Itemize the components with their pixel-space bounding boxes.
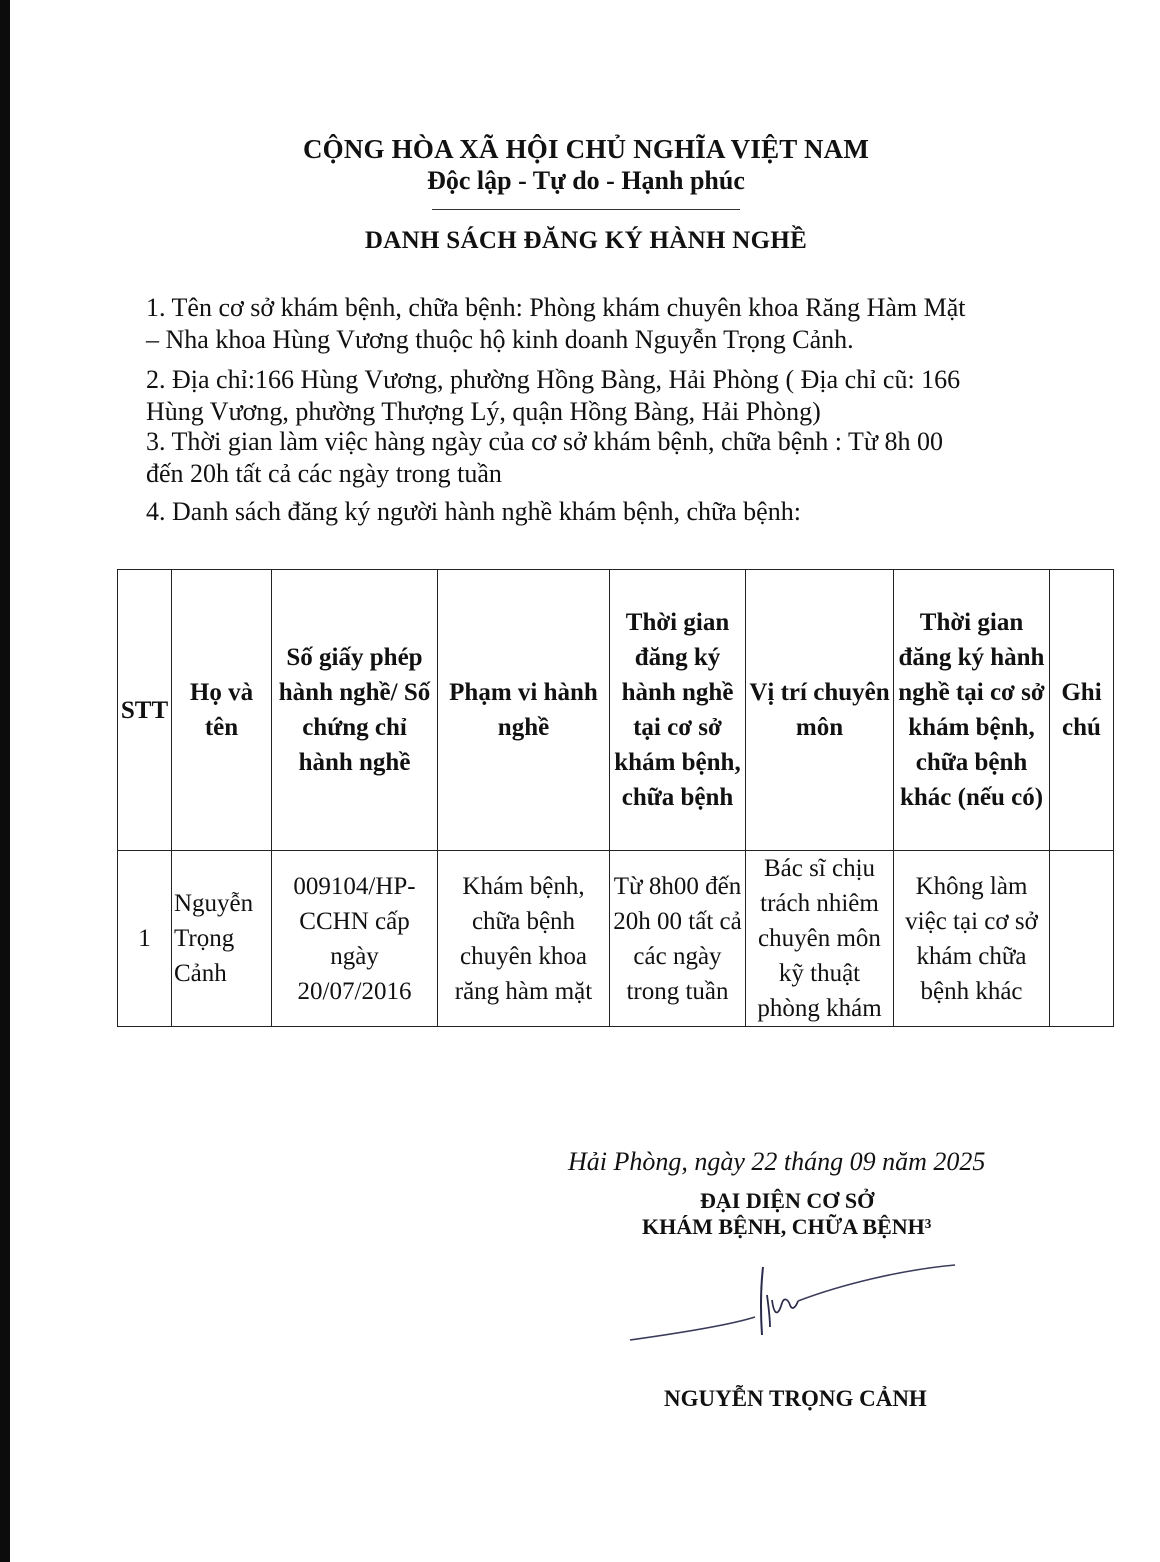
header-divider xyxy=(432,209,740,210)
item-line: 2. Địa chỉ:166 Hùng Vương, phường Hồng Bàng, Hải Phòng ( Địa chỉ cũ: 166 xyxy=(146,365,961,394)
signature-mark xyxy=(620,1255,960,1345)
cell-stt: 1 xyxy=(118,851,172,1027)
col-name: Họ và tên xyxy=(172,570,272,851)
cell-other-time: Không làm việc tại cơ sở khám chữa bệnh khác xyxy=(894,851,1050,1027)
item-line: – Nha khoa Hùng Vương thuộc hộ kinh doanh Nguyễn Trọng Cảnh. xyxy=(146,325,854,354)
item-address xyxy=(146,364,1046,428)
col-other-time: Thời gian đăng ký hành nghề tại cơ sở khám bệnh, chữa bệnh khác (nếu có) xyxy=(894,570,1050,851)
cell-name: Nguyễn Trọng Cảnh xyxy=(172,851,272,1027)
cell-position: Bác sĩ chịu trách nhiêm chuyên môn kỹ thuật phòng khám xyxy=(746,851,894,1027)
representative-title-1: ĐẠI DIỆN CƠ SỞ xyxy=(700,1188,875,1213)
item-line: 1. Tên cơ sở khám bệnh, chữa bệnh: Phòng khám chuyên khoa Răng Hàm Mặt xyxy=(146,293,966,322)
item-working-hours xyxy=(146,426,1046,490)
item-practitioner-list xyxy=(146,496,1046,528)
cell-scope: Khám bệnh, chữa bệnh chuyên khoa răng hàm mặt xyxy=(438,851,610,1027)
item-line: Hùng Vương, phường Thượng Lý, quận Hồng Bàng, Hải Phòng) xyxy=(146,397,821,426)
col-scope: Phạm vi hành nghề xyxy=(438,570,610,851)
national-title: CỘNG HÒA XÃ HỘI CHỦ NGHĨA VIỆT NAM xyxy=(302,134,870,164)
col-time: Thời gian đăng ký hành nghề tại cơ sở khám bệnh, chữa bệnh xyxy=(610,570,746,851)
table-row xyxy=(118,851,1114,1027)
item-line: 3. Thời gian làm việc hàng ngày của cơ sở khám bệnh, chữa bệnh : Từ 8h 00 xyxy=(146,427,943,456)
col-note: Ghi chú xyxy=(1050,570,1114,851)
signer-name: NGUYỄN TRỌNG CẢNH xyxy=(664,1386,927,1411)
document-title: DANH SÁCH ĐĂNG KÝ HÀNH NGHỀ xyxy=(364,227,808,254)
item-line: đến 20h tất cả các ngày trong tuần xyxy=(146,459,502,488)
item-line: 4. Danh sách đăng ký người hành nghề khám bệnh, chữa bệnh: xyxy=(146,497,801,526)
representative-title-2: KHÁM BỆNH, CHỮA BỆNH³ xyxy=(642,1214,932,1239)
cell-note xyxy=(1050,851,1114,1027)
national-motto: Độc lập - Tự do - Hạnh phúc xyxy=(427,166,745,195)
col-position: Vị trí chuyên môn xyxy=(746,570,894,851)
table-header-row xyxy=(118,570,1114,851)
cell-time: Từ 8h00 đến 20h 00 tất cả các ngày trong tuần xyxy=(610,851,746,1027)
item-facility-name xyxy=(146,292,1046,356)
col-license: Số giấy phép hành nghề/ Số chứng chỉ hành nghề xyxy=(272,570,438,851)
cell-license: 009104/HP-CCHN cấp ngày 20/07/2016 xyxy=(272,851,438,1027)
col-stt: STT xyxy=(118,570,172,851)
place-and-date: Hải Phòng, ngày 22 tháng 09 năm 2025 xyxy=(568,1147,986,1176)
practitioner-table xyxy=(117,569,1114,1027)
